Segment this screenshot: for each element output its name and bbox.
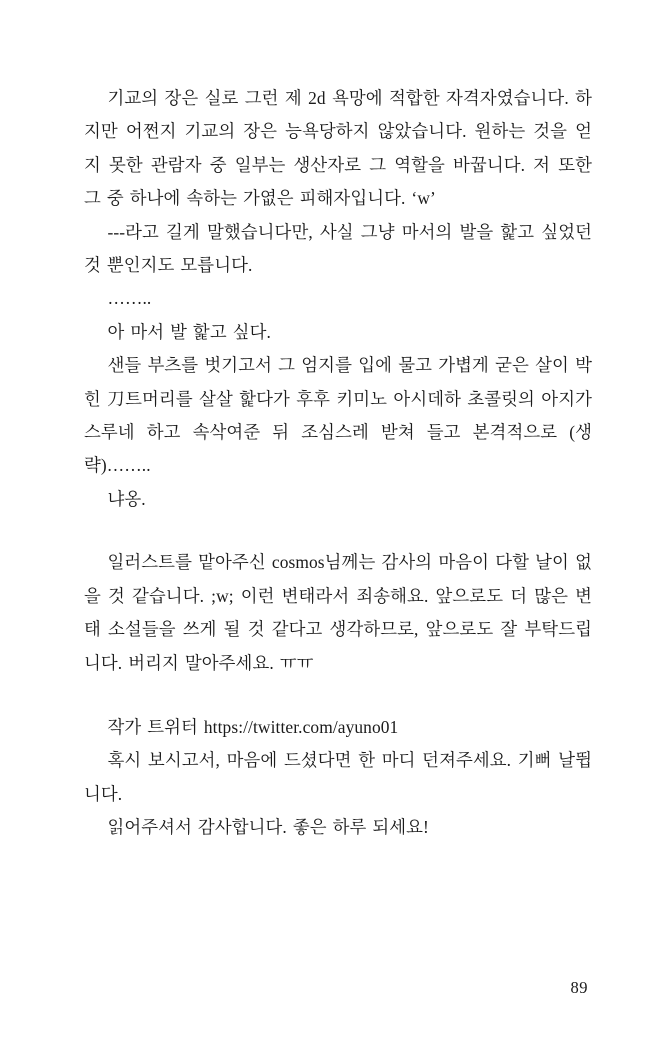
paragraph-8-twitter-link[interactable]: 작가 트위터 https://twitter.com/ayuno01: [107, 716, 399, 737]
paragraph-5: 샌들 부츠를 벗기고서 그 엄지를 입에 물고 가볍게 굳은 살이 박힌 刀트머리를 살살 핥다가 후후 키미노 아시데하 초콜릿의 아지가 스루네 하고 속삭여준 뒤 조심스레 받쳐 들고 본격적으로 (생략)……..: [84, 355, 592, 476]
paragraph-9: 혹시 보시고서, 마음에 드셨다면 한 마디 던져주세요. 기뻐 날뜁니다.: [84, 750, 592, 804]
paragraph-10: 읽어주셔서 감사합니다. 좋은 하루 되세요!: [107, 817, 429, 838]
paragraph-3: ……..: [107, 288, 152, 309]
paragraph-2: ---라고 길게 말했습니다만, 사실 그냥 마서의 발을 핥고 싶었던 것 뿐인지도 모릅니다.: [84, 221, 592, 276]
section-break-2: [84, 680, 592, 711]
section-break-1: [84, 516, 592, 546]
paragraph-1: 기교의 장은 실로 그런 제 2d 욕망에 적합한 자격자였습니다. 하지만 어쩐지 기교의 장은 능욕당하지 않았습니다. 원하는 것을 얻지 못한 관람자 중 일부는 생산자로 그 역할을 바꿉니다. 저 또한 그 중 하나에 속하는 가엾은 피해자입니다. ‘w’: [84, 88, 592, 209]
paragraph-7: 일러스트를 맡아주신 cosmos님께는 감사의 마음이 다할 날이 없을 것 같습니다. ;w; 이런 변태라서 죄송해요. 앞으로도 더 많은 변태 소설들을 쓰게 될 것 같다고 생각하므로, 앞으로도 잘 부탁드립니다. 버리지 말아주세요. ㅠㅠ: [84, 552, 592, 673]
paragraph-4: 아 마서 발 핥고 싶다.: [107, 321, 271, 342]
page-body: [84, 82, 592, 845]
page-number: 89: [570, 978, 588, 997]
paragraph-6: 냐옹.: [107, 488, 146, 509]
